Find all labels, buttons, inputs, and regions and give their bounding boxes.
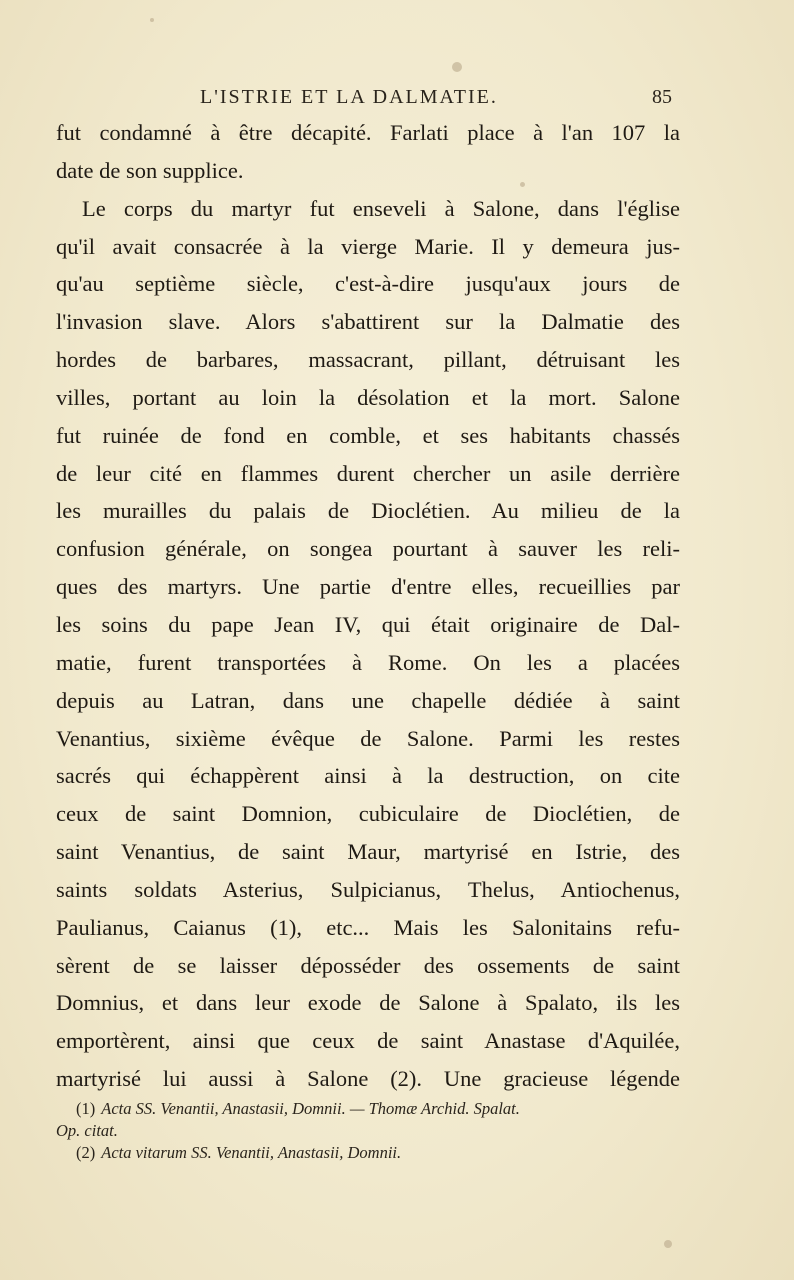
footnote-text: Acta SS. Venantii, Anastasii, Domnii. — Thomæ Archid. Spalat. xyxy=(101,1099,520,1118)
text-line: Le corps du martyr fut enseveli à Salone, dans l'église xyxy=(82,195,680,221)
text-line: de leur cité en flammes durent chercher un asile derrière xyxy=(56,460,680,486)
paper-speck xyxy=(452,62,462,72)
text-line: Venantius, sixième évêque de Salone. Parmi les restes xyxy=(56,725,680,751)
body-text xyxy=(56,114,680,1098)
paper-speck xyxy=(664,1240,672,1248)
text-line: les soins du pape Jean IV, qui était originaire de Dal- xyxy=(56,611,680,637)
paper-speck xyxy=(520,182,525,187)
text-line: qu'il avait consacrée à la vierge Marie. Il y demeura jus- xyxy=(56,233,680,259)
text-line: martyrisé lui aussi à Salone (2). Une gracieuse légende xyxy=(56,1066,680,1092)
footnote-1 xyxy=(56,1098,680,1120)
text-line: fut ruinée de fond en comble, et ses habitants chassés xyxy=(56,422,680,448)
text-line: hordes de barbares, massacrant, pillant, détruisant les xyxy=(56,347,680,373)
footnote-marker: (2) xyxy=(76,1143,96,1162)
footnote-text: Acta vitarum SS. Venantii, Anastasii, Domnii. xyxy=(101,1143,402,1162)
text-line: villes, portant au loin la désolation et la mort. Salone xyxy=(56,384,680,410)
footnote-marker: (1) xyxy=(76,1099,96,1118)
footnote-2 xyxy=(56,1142,680,1164)
text-line: ceux de saint Domnion, cubiculaire de Dioclétien, de xyxy=(56,801,680,827)
text-line: Domnius, et dans leur exode de Salone à Spalato, ils les xyxy=(56,990,680,1016)
footnote-text: Op. citat. xyxy=(56,1121,118,1140)
text-line: saints soldats Asterius, Sulpicianus, Thelus, Antiochenus, xyxy=(56,876,680,902)
text-line: les murailles du palais de Dioclétien. Au milieu de la xyxy=(56,498,680,524)
footnotes xyxy=(56,1098,680,1164)
text-line: emportèrent, ainsi que ceux de saint Anastase d'Aquilée, xyxy=(56,1028,680,1054)
text-line: saint Venantius, de saint Maur, martyrisé en Istrie, des xyxy=(56,839,680,865)
text-line: fut condamné à être décapité. Farlati place à l'an 107 la xyxy=(56,120,680,145)
text-line: qu'au septième siècle, c'est-à-dire jusqu'aux jours de xyxy=(56,271,680,297)
text-line: l'invasion slave. Alors s'abattirent sur la Dalmatie des xyxy=(56,309,680,335)
text-line: confusion générale, on songea pourtant à sauver les reli- xyxy=(56,536,680,562)
text-line: Paulianus, Caianus (1), etc... Mais les Salonitains refu- xyxy=(56,914,680,940)
text-line: ques des martyrs. Une partie d'entre elles, recueillies par xyxy=(56,574,680,600)
text-line: date de son supplice. xyxy=(56,157,244,183)
paper-speck xyxy=(150,18,154,22)
text-line: sèrent de se laisser déposséder des ossements de saint xyxy=(56,952,680,978)
footnote-1-continuation xyxy=(56,1120,680,1142)
text-line: matie, furent transportées à Rome. On les a placées xyxy=(56,649,680,675)
text-line: depuis au Latran, dans une chapelle dédiée à saint xyxy=(56,687,680,713)
running-title: L'ISTRIE ET LA DALMATIE. xyxy=(200,86,498,108)
text-line: sacrés qui échappèrent ainsi à la destruction, on cite xyxy=(56,763,680,789)
page-number: 85 xyxy=(652,86,672,108)
